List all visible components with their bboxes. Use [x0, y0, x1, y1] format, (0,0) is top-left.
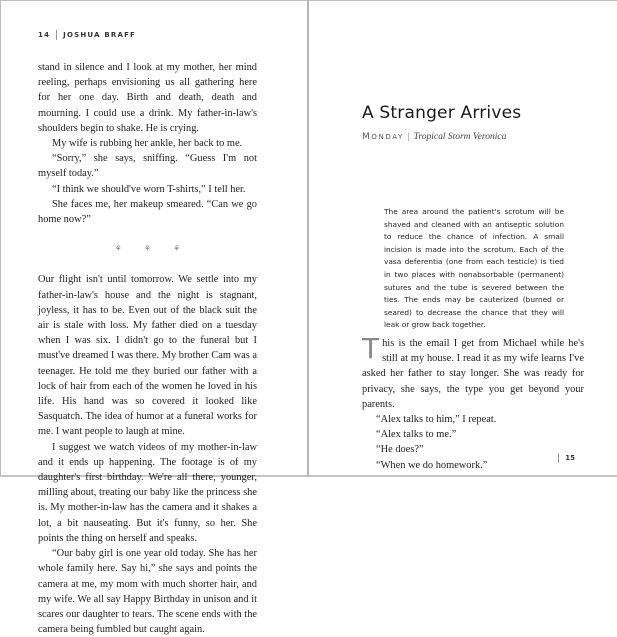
drop-cap: T — [362, 332, 380, 365]
page-number: 15 — [565, 454, 575, 462]
left-page-body — [38, 60, 257, 637]
dialogue-line: “When we do homework.” — [376, 459, 488, 471]
author-name: JOSHUA BRAFF — [63, 31, 137, 39]
left-page — [1, 0, 307, 636]
paragraph: “Sorry,” she says, sniffing. “Guess I'm not myself today.” — [38, 153, 257, 180]
fleuron-icon: ⚘ — [173, 244, 181, 254]
folio — [552, 453, 575, 463]
right-page-body — [362, 332, 584, 473]
header-separator — [56, 30, 57, 40]
dialogue-line: “He does?” — [376, 444, 424, 456]
dialogue-line: “Alex talks to him,” I repeat. — [376, 414, 497, 426]
email-excerpt: The area around the patient's scrotum will be shaved and cleaned with an antiseptic solution to reduce the chance of infection. A small incision is made into the scrotum. Each of the vasa deferentia (one from each testicle) is tied in two places with nonabsorbable (permanent) sutures and the tube is severed between the ties. The ends may be cauterized (burned or seared) to decrease the chance that they will leak or grow back together. — [384, 207, 564, 330]
subtitle-separator: | — [407, 131, 410, 141]
chapter-day: MONDAY — [362, 132, 404, 142]
section-break-ornament — [38, 241, 257, 256]
paragraph: stand in silence and I look at my mother, her mind reeling, perhaps envisioning us all gathering here for her one day. Birth and death, death and mourning. I could use a drink. My father-in-law's shoulders begin to shake. He is crying. — [38, 62, 257, 134]
paragraph: “Our baby girl is one year old today. She has her whole family here. Say hi,” she says and points the camera at me, my mom with much shorter hair, and my wife. We all say Happy Birthday in unison and it scares our daughter to tears. The scene ends with the camera being fumbled but caught again. — [38, 548, 257, 636]
chapter-subtitle — [362, 131, 506, 142]
paragraph: “I think we should've worn T-shirts,” I tell her. — [52, 183, 246, 195]
running-head — [38, 30, 136, 40]
paragraph: I suggest we watch videos of my mother-in-law and it ends up happening. The footage is of my daughter's first birthday. We're all there, younger, milling about, treating our baby like the princess she is. My mother-in-law has the camera and it shakes a lot, a bit nauseating. But it's funny, so her. She points the thing on herself and speaks. — [38, 441, 257, 544]
paragraph: She faces me, her makeup smeared. “Can we go home now?” — [38, 198, 257, 226]
fleuron-icon: ⚘ — [143, 244, 152, 254]
fleuron-icon: ⚘ — [114, 244, 122, 254]
paragraph: My wife is rubbing her ankle, her back to me. — [52, 138, 243, 150]
dialogue-line: “Alex talks to me.” — [376, 429, 457, 441]
page-number: 14 — [38, 31, 51, 39]
right-page — [309, 0, 617, 477]
folio-separator — [558, 453, 559, 463]
chapter-location: Tropical Storm Veronica — [413, 132, 507, 142]
paragraph: Our flight isn't until tomorrow. We settle into my father-in-law's house and the night is stagnant, joyless, it has to be. Even out of the black suit the air is stale with loss. My father died on a tuesday when I was six. I didn't go to the funeral but I must've dreamed I was there. My brother Cam was a teenager. He told me they buried our father with a lock of hair from each of the women he loved in his life. His hand was so covered it looked like Sasquatch. The idea of humor at a funeral works for me. I want people to laugh at mine. — [38, 274, 257, 438]
first-paragraph: This is the email I get from Michael while he's still at my house. I read it as my wife learns I've asked her father to stay longer. She was ready for privacy, she says, the type you get beyond your parents. — [362, 332, 584, 410]
chapter-title: A Stranger Arrives — [362, 103, 522, 123]
